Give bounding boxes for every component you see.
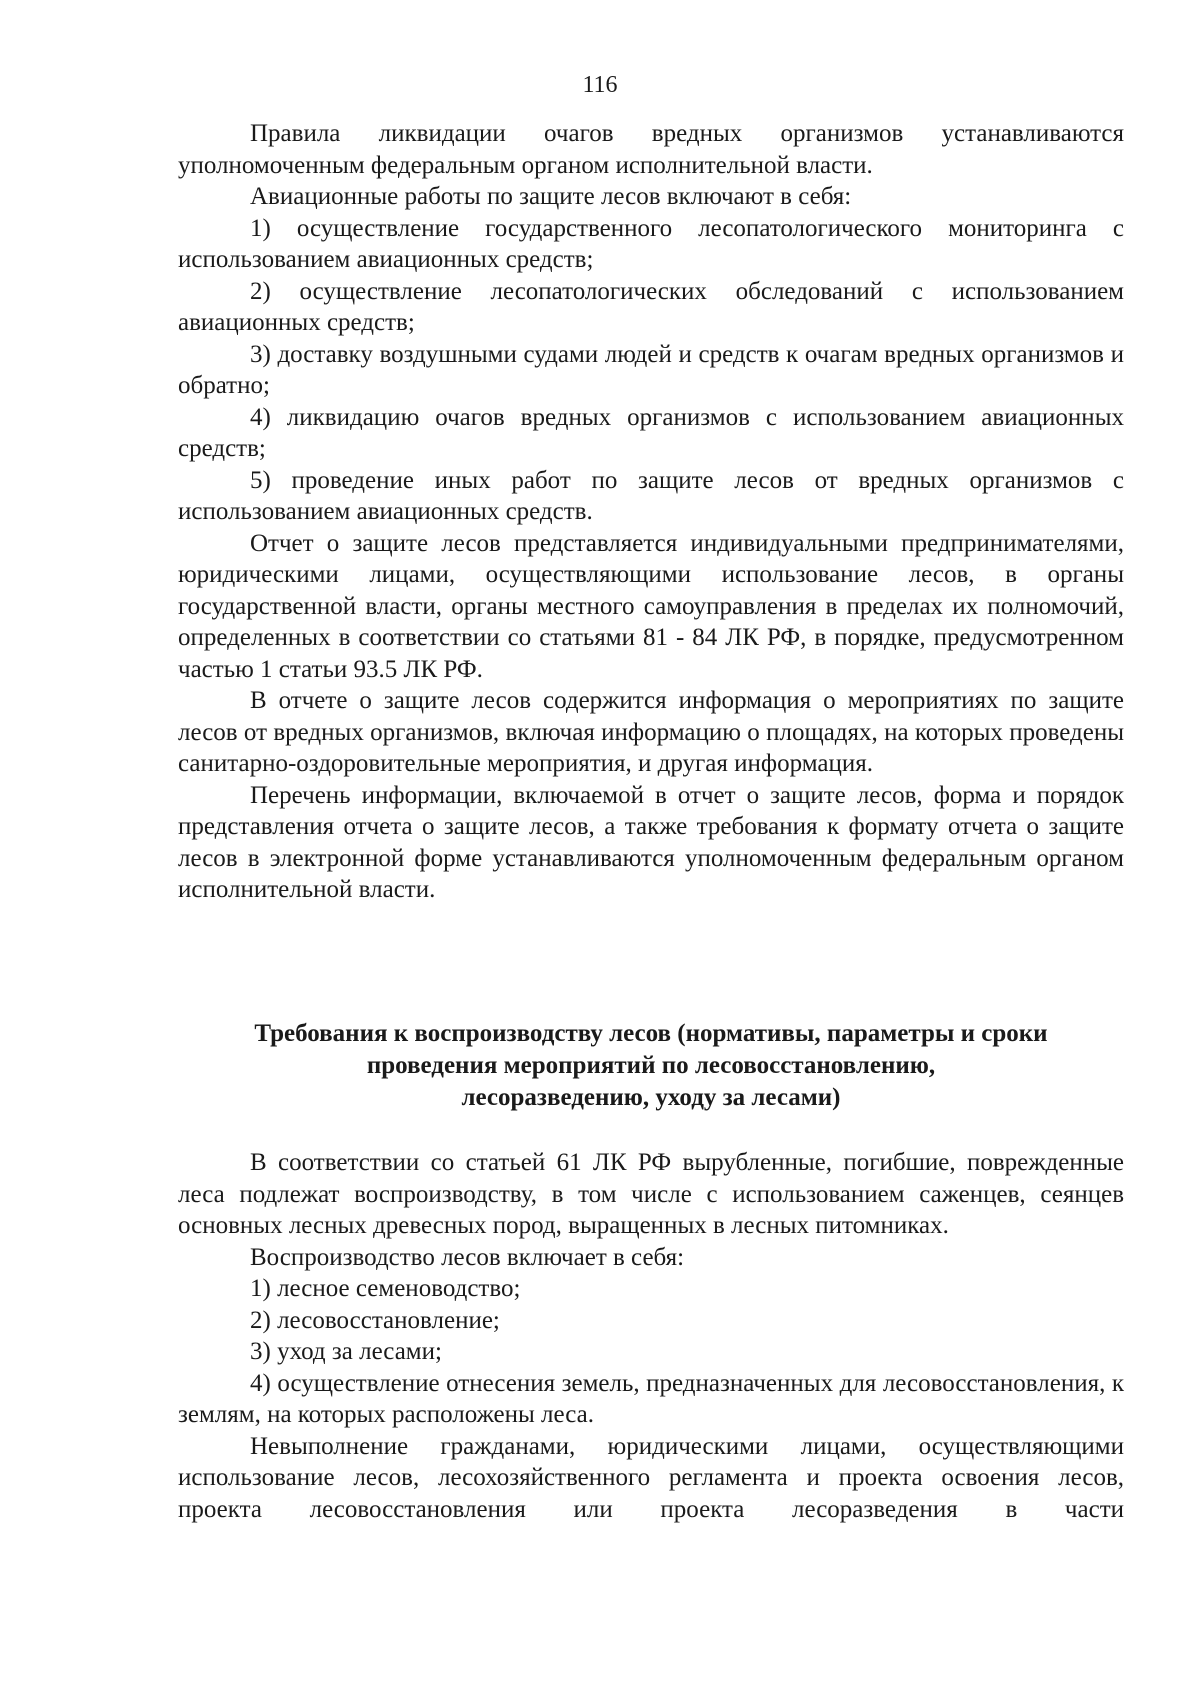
paragraph: Невыполнение гражданами, юридическими лицами, осуществляющими использование лесов, лесохозяйственного регламента и проекта освоения лесов, проекта лесовосстановления или проекта лесоразведения в части xyxy=(178,1432,1124,1523)
list-item: 2) лесовосстановление; xyxy=(250,1306,500,1334)
paragraph: Перечень информации, включаемой в отчет о защите лесов, форма и порядок представления отчета о защите лесов, а также требования к формату отчета о защите лесов в электронной форме устанавливаются уполномоченным федеральным органом исполнительной власти. xyxy=(178,781,1124,903)
page-number: 116 xyxy=(582,72,618,98)
list-item: 2) осуществление лесопатологических обследований с использованием авиационных средств; xyxy=(178,277,1124,336)
list-item: 3) доставку воздушными судами людей и средств к очагам вредных организмов и обратно; xyxy=(178,340,1124,399)
heading-line: лесоразведению, уходу за лесами) xyxy=(461,1084,841,1111)
list-item: 1) осуществление государственного лесопатологического мониторинга с использованием авиационных средств; xyxy=(178,214,1124,273)
list-item: 4) осуществление отнесения земель, предназначенных для лесовосстановления, к землям, на которых расположены леса. xyxy=(178,1369,1124,1428)
section-forest-protection-text xyxy=(178,118,1124,906)
paragraph: Правила ликвидации очагов вредных организмов устанавливаются уполномоченным федеральным органом исполнительной власти. xyxy=(178,120,1124,179)
paragraph: Отчет о защите лесов представляется индивидуальными предпринимателями, юридическими лицами, осуществляющими использование лесов, в органы государственной власти, органы местного самоуправления в пределах их полномочий, определенных в соответствии со статьями 81 - 84 ЛК РФ, в порядке, предусмотренном частью 1 статьи 93.5 ЛК РФ. xyxy=(178,529,1124,683)
paragraph: В отчете о защите лесов содержится информация о мероприятиях по защите лесов от вредных организмов, включая информацию о площадях, на которых проведены санитарно-оздоровительные мероприятия, и другая информация. xyxy=(178,687,1124,777)
section-heading xyxy=(178,1018,1124,1114)
heading-line: Требования к воспроизводству лесов (нормативы, параметры и сроки xyxy=(254,1020,1048,1047)
paragraph: Авиационные работы по защите лесов включают в себя: xyxy=(250,183,852,210)
paragraph: В соответствии со статьей 61 ЛК РФ вырубленные, погибшие, поврежденные леса подлежат воспроизводству, в том числе с использованием саженцев, сеянцев основных лесных древесных пород, выращенных в лесных питомниках. xyxy=(178,1149,1124,1239)
list-item: 4) ликвидацию очагов вредных организмов с использованием авиационных средств; xyxy=(178,403,1124,462)
list-item: 1) лесное семеноводство; xyxy=(250,1275,521,1302)
paragraph: Воспроизводство лесов включает в себя: xyxy=(250,1243,685,1271)
list-item: 5) проведение иных работ по защите лесов от вредных организмов с использованием авиационных средств. xyxy=(178,466,1124,525)
list-item: 3) уход за лесами; xyxy=(250,1338,442,1365)
section-reproduction-text xyxy=(178,1147,1124,1525)
heading-line: проведения мероприятий по лесовосстановлению, xyxy=(366,1052,936,1079)
